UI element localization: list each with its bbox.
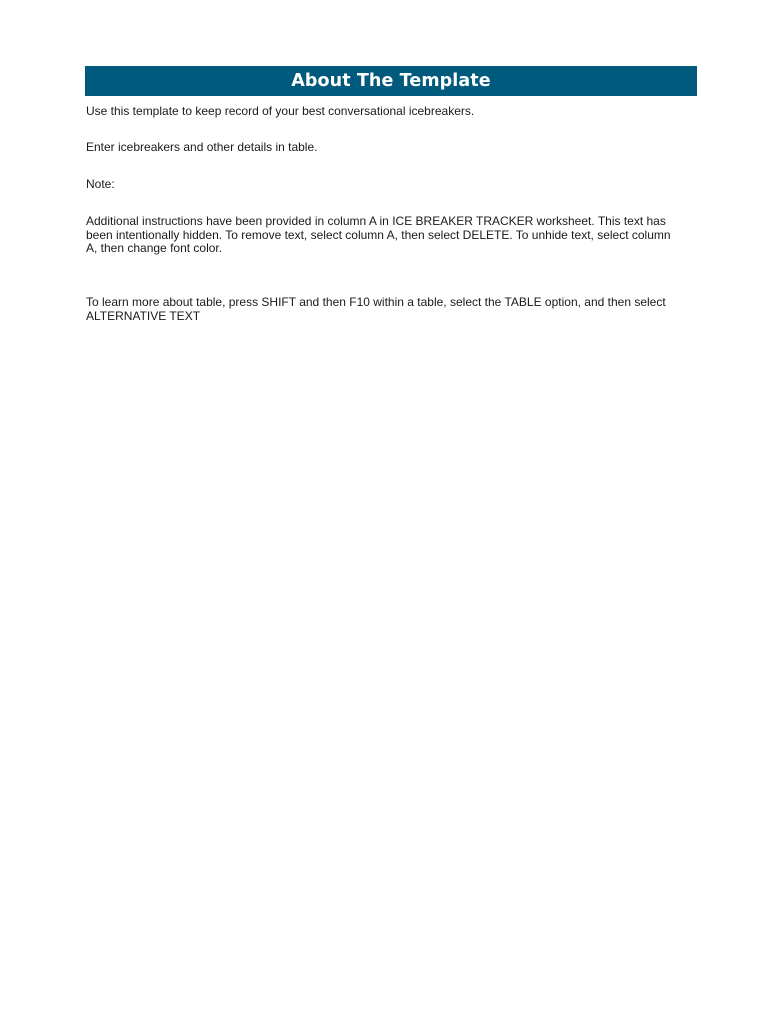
intro-paragraph: Use this template to keep record of your best conversational icebreakers. xyxy=(86,104,475,118)
title-bar xyxy=(85,66,697,96)
note-label: Note: xyxy=(86,177,115,191)
additional-instructions-paragraph: Additional instructions have been provided in column A in ICE BREAKER TRACKER worksheet. This text has been intentionally hidden. To remove text, select column A, then select DELETE. To unhide text, select column A, then change font color. xyxy=(86,214,671,256)
document-sheet xyxy=(85,66,697,323)
table-help-paragraph: To learn more about table, press SHIFT and then F10 within a table, select the TABLE option, and then select ALTERNATIVE TEXT xyxy=(86,295,666,323)
page-title: About The Template xyxy=(291,71,491,91)
instruction-paragraph: Enter icebreakers and other details in table. xyxy=(86,140,318,154)
